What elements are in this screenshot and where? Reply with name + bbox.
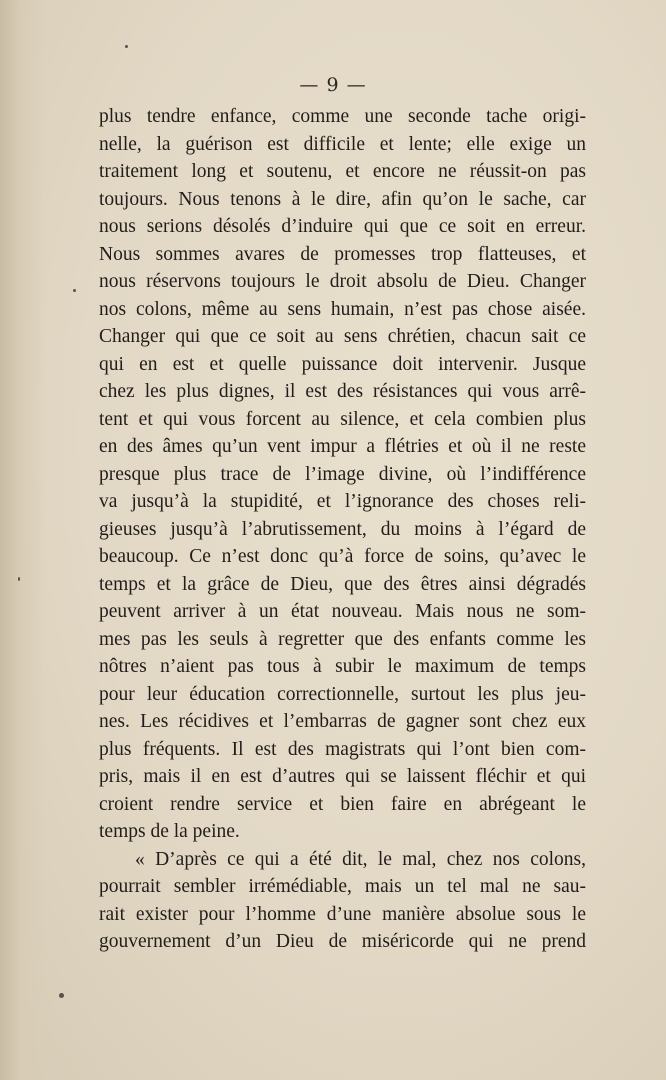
text-line: presque plus trace de l’image divine, où l’indifférence (99, 463, 586, 485)
body-text (99, 103, 586, 956)
text-line: Nous sommes avares de promesses trop flatteuses, et (99, 243, 586, 265)
text-line: va jusqu’à la stupidité, et l’ignorance des choses reli- (99, 491, 586, 512)
text-line: nes. Les récidives et l’embarras de gagner sont chez eux (99, 711, 586, 732)
text-line: tent et qui vous forcent au silence, et cela combien plus (99, 408, 586, 430)
text-line: rait exister pour l’homme d’une manière absolue sous le (99, 903, 586, 925)
text-line: plus tendre enfance, comme une seconde tache origi- (99, 106, 586, 127)
text-line: peuvent arriver à un état nouveau. Mais nous ne som- (99, 601, 586, 622)
ink-speck (59, 993, 64, 998)
text-line: nous réservons toujours le droit absolu de Dieu. Changer (99, 271, 586, 292)
text-line: mes pas les seuls à regretter que des enfants comme les (99, 628, 586, 650)
text-line: Changer qui que ce soit au sens chrétien, chacun sait ce (99, 326, 586, 347)
text-line: temps et la grâce de Dieu, que des êtres ainsi dégradés (99, 573, 586, 595)
page-gutter-shadow (0, 0, 46, 1080)
text-line: temps de la peine. (99, 821, 240, 842)
text-line: nous serions désolés d’induire qui que ce soit en erreur. (99, 216, 586, 237)
text-line: pris, mais il en est d’autres qui se laissent fléchir et qui (99, 766, 586, 787)
text-line: pourrait sembler irrémédiable, mais un tel mal ne sau- (99, 876, 586, 897)
text-line: « D’après ce qui a été dit, le mal, chez nos colons, (135, 848, 586, 870)
text-line: croient rendre service et bien faire en abrégeant le (99, 793, 586, 815)
ink-speck (125, 45, 128, 48)
text-line: gieuses jusqu’à l’abrutissement, du moins à l’égard de (99, 518, 586, 540)
text-line: nos colons, même au sens humain, n’est pas chose aisée. (99, 298, 586, 320)
ink-speck (73, 289, 76, 292)
page-number: — 9 — (299, 74, 367, 96)
text-line: toujours. Nous tenons à le dire, afin qu’on le sache, car (99, 188, 586, 210)
text-line: gouvernement d’un Dieu de miséricorde qui ne prend (99, 931, 586, 952)
text-line: beaucoup. Ce n’est donc qu’à force de soins, qu’avec le (99, 546, 586, 567)
text-line: traitement long et soutenu, et encore ne réussit-on pas (99, 161, 586, 182)
text-line: plus fréquents. Il est des magistrats qui l’ont bien com- (99, 738, 586, 760)
text-line: chez les plus dignes, il est des résistances qui vous arrê- (99, 381, 586, 402)
ink-speck (18, 577, 20, 581)
text-line: en des âmes qu’un vent impur a flétries et où il ne reste (99, 436, 586, 457)
text-line: nôtres n’aient pas tous à subir le maximum de temps (99, 656, 586, 677)
text-line: pour leur éducation correctionnelle, surtout les plus jeu- (99, 683, 586, 705)
text-line: qui en est et quelle puissance doit intervenir. Jusque (99, 353, 586, 375)
text-line: nelle, la guérison est difficile et lente; elle exige un (99, 133, 586, 155)
